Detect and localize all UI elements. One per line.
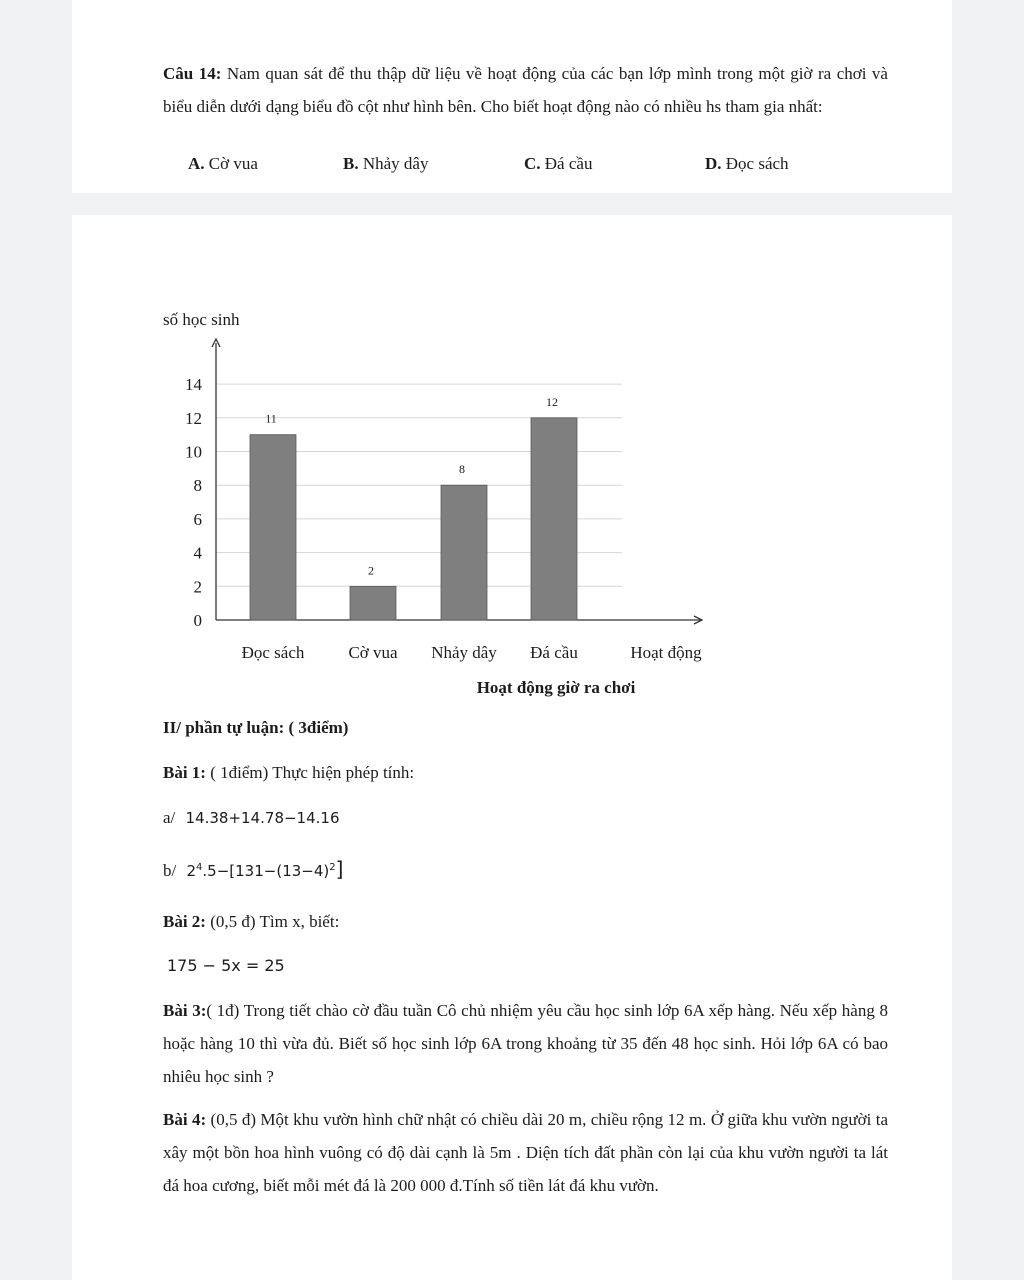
data-label: 11 <box>265 411 277 426</box>
y-tick-label: 8 <box>193 476 202 496</box>
y-tick-label: 6 <box>193 509 202 529</box>
y-tick-label: 4 <box>193 543 202 563</box>
bai-1-b-square: 2 <box>329 862 336 873</box>
y-axis-label: số học sinh <box>163 310 240 329</box>
bar-chart-container <box>72 215 952 735</box>
x-axis-label: Hoạt động <box>630 643 702 662</box>
bai-1-b-exponent: 4 <box>196 862 203 873</box>
x-tick-label: Đọc sách <box>241 643 305 662</box>
bar-1 <box>250 435 296 620</box>
x-tick-label: Cờ vua <box>348 643 398 662</box>
option-c-text: Đá cầu <box>544 154 593 173</box>
data-label: 2 <box>368 563 374 578</box>
option-b-letter: B. <box>343 154 359 173</box>
option-d <box>705 154 789 174</box>
x-tick-label: Nhảy dây <box>431 643 497 662</box>
bai-4 <box>163 1103 888 1202</box>
section-2-heading: II/ phần tự luận: ( 3điểm) <box>163 718 349 737</box>
bai-2-equation: 175 − 5x = 25 <box>167 956 285 975</box>
option-c-letter: C. <box>524 154 541 173</box>
y-tick-label: 0 <box>193 611 202 630</box>
bar-3 <box>441 485 487 620</box>
option-a-text: Cờ vua <box>208 154 258 173</box>
option-b-text: Nhảy dây <box>362 154 429 173</box>
option-d-text: Đọc sách <box>725 154 789 173</box>
option-c <box>524 154 592 174</box>
bai-3-label: Bài 3: <box>163 1001 207 1020</box>
data-label: 12 <box>546 394 558 409</box>
bar-4 <box>531 418 577 620</box>
bai-1 <box>163 763 414 783</box>
y-tick-label: 10 <box>185 442 202 462</box>
bai-4-text: (0,5 đ) Một khu vườn hình chữ nhật có chiều dài 20 m, chiều rộng 12 m. Ở giữa khu vườn người ta xây một bồn hoa hình vuông có độ dài cạnh là 5m . Diện tích đất phần còn lại của khu vườn người ta lát đá hoa cương, biết mỗi mét đá là 200 000 đ.Tính số tiền lát đá khu vườn. <box>163 1110 889 1195</box>
bai-1-b-base: 2 <box>186 862 197 880</box>
option-d-letter: D. <box>705 154 722 173</box>
y-tick-label: 2 <box>193 577 202 597</box>
y-tick-label: 14 <box>185 375 202 395</box>
bai-2 <box>163 912 339 932</box>
chart-title: Hoạt động giờ ra chơi <box>476 678 636 697</box>
question-14-text: Nam quan sát để thu thập dữ liệu về hoạt động của các bạn lớp mình trong một giờ ra chơi và biểu diễn dưới dạng biểu đồ cột như hình bên. Cho biết hoạt động nào có nhiều hs tham gia nhất: <box>163 64 888 116</box>
question-14-label: Câu 14: <box>163 64 222 83</box>
page-1 <box>72 0 952 193</box>
bai-1-label: Bài 1: <box>163 763 206 782</box>
bai-1-b-label: b/ <box>163 861 177 880</box>
y-tick-label: 12 <box>185 408 202 428</box>
bai-1-b-expression <box>186 857 344 881</box>
bai-1-b-bracket: ] <box>335 857 344 881</box>
option-b <box>343 154 428 174</box>
bai-4-label: Bài 4: <box>163 1110 207 1129</box>
bai-1-a-expression: 14.38+14.78−14.16 <box>185 809 340 827</box>
bai-1-b-middle: .5−[131−(13−4) <box>202 862 330 880</box>
bai-3-text: ( 1đ) Trong tiết chào cờ đầu tuần Cô chủ nhiệm yêu cầu học sinh lớp 6A xếp hàng. Nếu xếp hàng 8 hoặc hàng 10 thì vừa đủ. Biết số học sinh lớp 6A trong khoảng từ 35 đến 48 học sinh. Hỏi lớp 6A có bao nhiêu học sinh ? <box>163 1001 888 1086</box>
question-14 <box>163 57 888 123</box>
bar-chart <box>72 215 952 735</box>
data-label: 8 <box>459 462 465 477</box>
page-2 <box>72 215 952 1280</box>
bai-3 <box>163 994 888 1093</box>
bai-1-a <box>163 808 340 828</box>
option-a-letter: A. <box>188 154 205 173</box>
bai-1-text: ( 1điểm) Thực hiện phép tính: <box>210 763 415 782</box>
x-tick-label: Đá cầu <box>530 643 578 662</box>
bai-2-text: (0,5 đ) Tìm x, biết: <box>210 912 340 931</box>
bai-2-label: Bài 2: <box>163 912 206 931</box>
bai-1-b <box>163 857 343 881</box>
bar-2 <box>350 586 396 620</box>
option-a <box>188 154 258 174</box>
bai-1-a-label: a/ <box>163 808 176 827</box>
